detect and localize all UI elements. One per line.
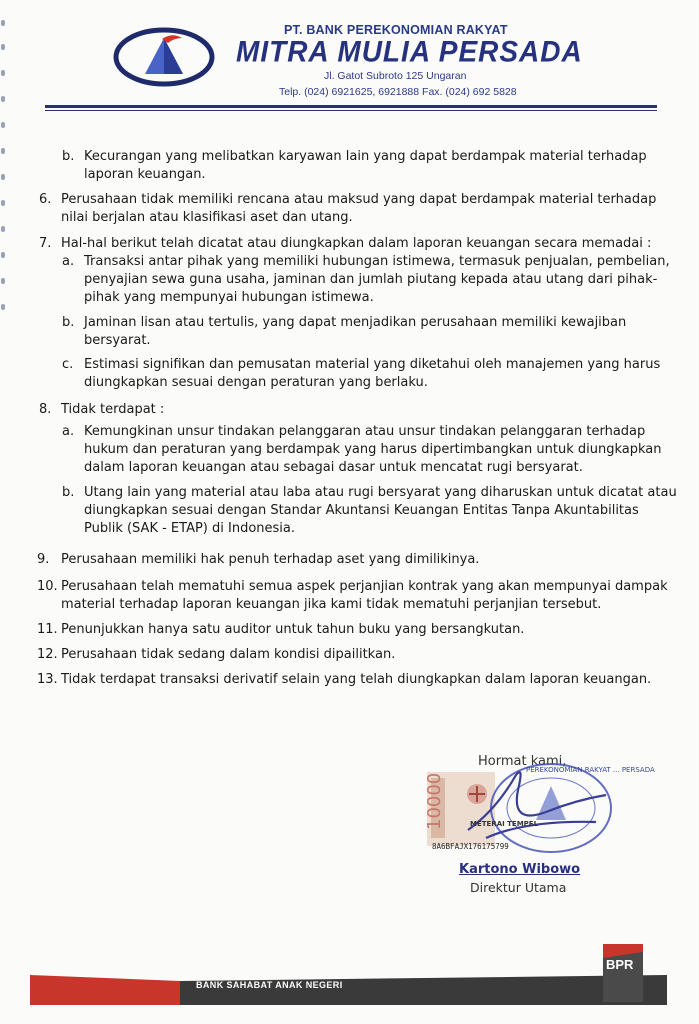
item-7-marker: 7. [39,236,52,251]
item-5b-marker: b. [62,149,75,164]
item-7b-marker: b. [62,315,75,330]
item-10-marker: 10. [37,579,58,594]
item-6-line: Perusahaan tidak memiliki rencana atau maksud yang dapat berdampak material terhadap [61,192,657,207]
footer-tagline: BANK SAHABAT ANAK NEGERI [196,980,343,990]
item-7b-line: Jaminan lisan atau tertulis, yang dapat menjadikan perusahaan memiliki kewajiban [84,315,627,330]
item-5b-line: Kecurangan yang melibatkan karyawan lain yang dapat berdampak material terhadap [84,149,647,164]
bank-telephone: Telp. (024) 6921625, 6921888 Fax. (024) 692 5828 [279,86,517,98]
item-8b-line: diungkapkan sesuai dengan Standar Akuntansi Keuangan Entitas Tanpa Akuntabilitas [84,503,639,518]
item-5b-line: laporan keuangan. [84,167,206,182]
item-7c-line: diungkapkan sesuai dengan peraturan yang berlaku. [84,375,428,390]
bpr-badge [603,944,643,1002]
seal-text: PEREKONOMIAN RAKYAT ... PERSADA [526,766,655,774]
item-11-marker: 11. [37,622,58,637]
item-9-marker: 9. [37,552,50,567]
item-13-line: Tidak terdapat transaksi derivatif selain yang telah diungkapkan dalam laporan keuangan. [61,672,652,687]
svg-text:10000: 10000 [424,772,445,830]
binder-holes [0,0,8,1024]
bank-address: Jl. Gatot Subroto 125 Ungaran [324,70,467,82]
item-7a-marker: a. [62,254,75,269]
header-rule [45,105,657,108]
item-8b-line: Publik (SAK - ETAP) di Indonesia. [84,521,296,536]
item-7a-line: Transaksi antar pihak yang memiliki hubungan istimewa, termasuk penjualan, pembelian, [84,254,670,269]
item-13-marker: 13. [37,672,58,687]
item-8a-marker: a. [62,424,75,439]
header-rule-thin [45,110,657,111]
item-8a-line: dalam laporan keuangan atau sebagai dasar untuk mencatat rugi bersyarat. [84,460,583,475]
item-12-line: Perusahaan tidak sedang dalam kondisi dipailitkan. [61,647,396,662]
item-8-marker: 8. [39,402,52,417]
bank-org-line: PT. BANK PEREKONOMIAN RAKYAT [284,23,508,37]
bpr-badge-label: BPR [606,957,634,972]
item-8a-line: hukum dan peraturan yang berdampak yang harus dipertimbangkan untuk diungkapkan [84,442,662,457]
item-7c-line: Estimasi signifikan dan pemusatan material yang diketahui oleh manajemen yang harus [84,357,661,372]
item-6-marker: 6. [39,192,52,207]
bank-logo [112,26,216,88]
item-8a-line: Kemungkinan unsur tindakan pelanggaran atau unsur tindakan pelanggaran terhadap [84,424,646,439]
signatory-title: Direktur Utama [470,880,567,895]
signature-closing: Hormat kami, [478,754,567,769]
item-7a-line: penyajian sewa guna usaha, jaminan dan jumlah piutang kepada atau utang dari pihak- [84,272,658,287]
item-12-marker: 12. [37,647,58,662]
item-7c-marker: c. [62,357,74,372]
item-10-line: material terhadap laporan keuangan jika kami tidak mematuhi perjanjian tersebut. [61,597,602,612]
footer-bar [30,975,667,1005]
signatory-name: Kartono Wibowo [459,862,581,877]
item-7b-line: bersyarat. [84,333,151,348]
item-11-line: Penunjukkan hanya satu auditor untuk tahun buku yang bersangkutan. [61,622,525,637]
bank-name: MITRA MULIA PERSADA [236,35,583,68]
item-7-line: Hal-hal berikut telah dicatat atau diungkapkan dalam laporan keuangan secara memadai : [61,236,652,251]
materai-code: 8A6BFAJX176175799 [432,842,509,851]
item-9-line: Perusahaan memiliki hak penuh terhadap aset yang dimilikinya. [61,552,480,567]
item-8-line: Tidak terdapat : [61,402,165,417]
item-6-line: nilai berjalan atau klasifikasi aset dan utang. [61,210,353,225]
item-8b-marker: b. [62,485,75,500]
materai-label: METERAI TEMPEL [470,820,539,828]
item-8b-line: Utang lain yang material atau laba atau rugi bersyarat yang diharuskan untuk dicatat atau [84,485,677,500]
item-10-line: Perusahaan telah mematuhi semua aspek perjanjian kontrak yang akan mempunyai dampak [61,579,668,594]
item-7a-line: pihak yang mempunyai hubungan istimewa. [84,290,374,305]
